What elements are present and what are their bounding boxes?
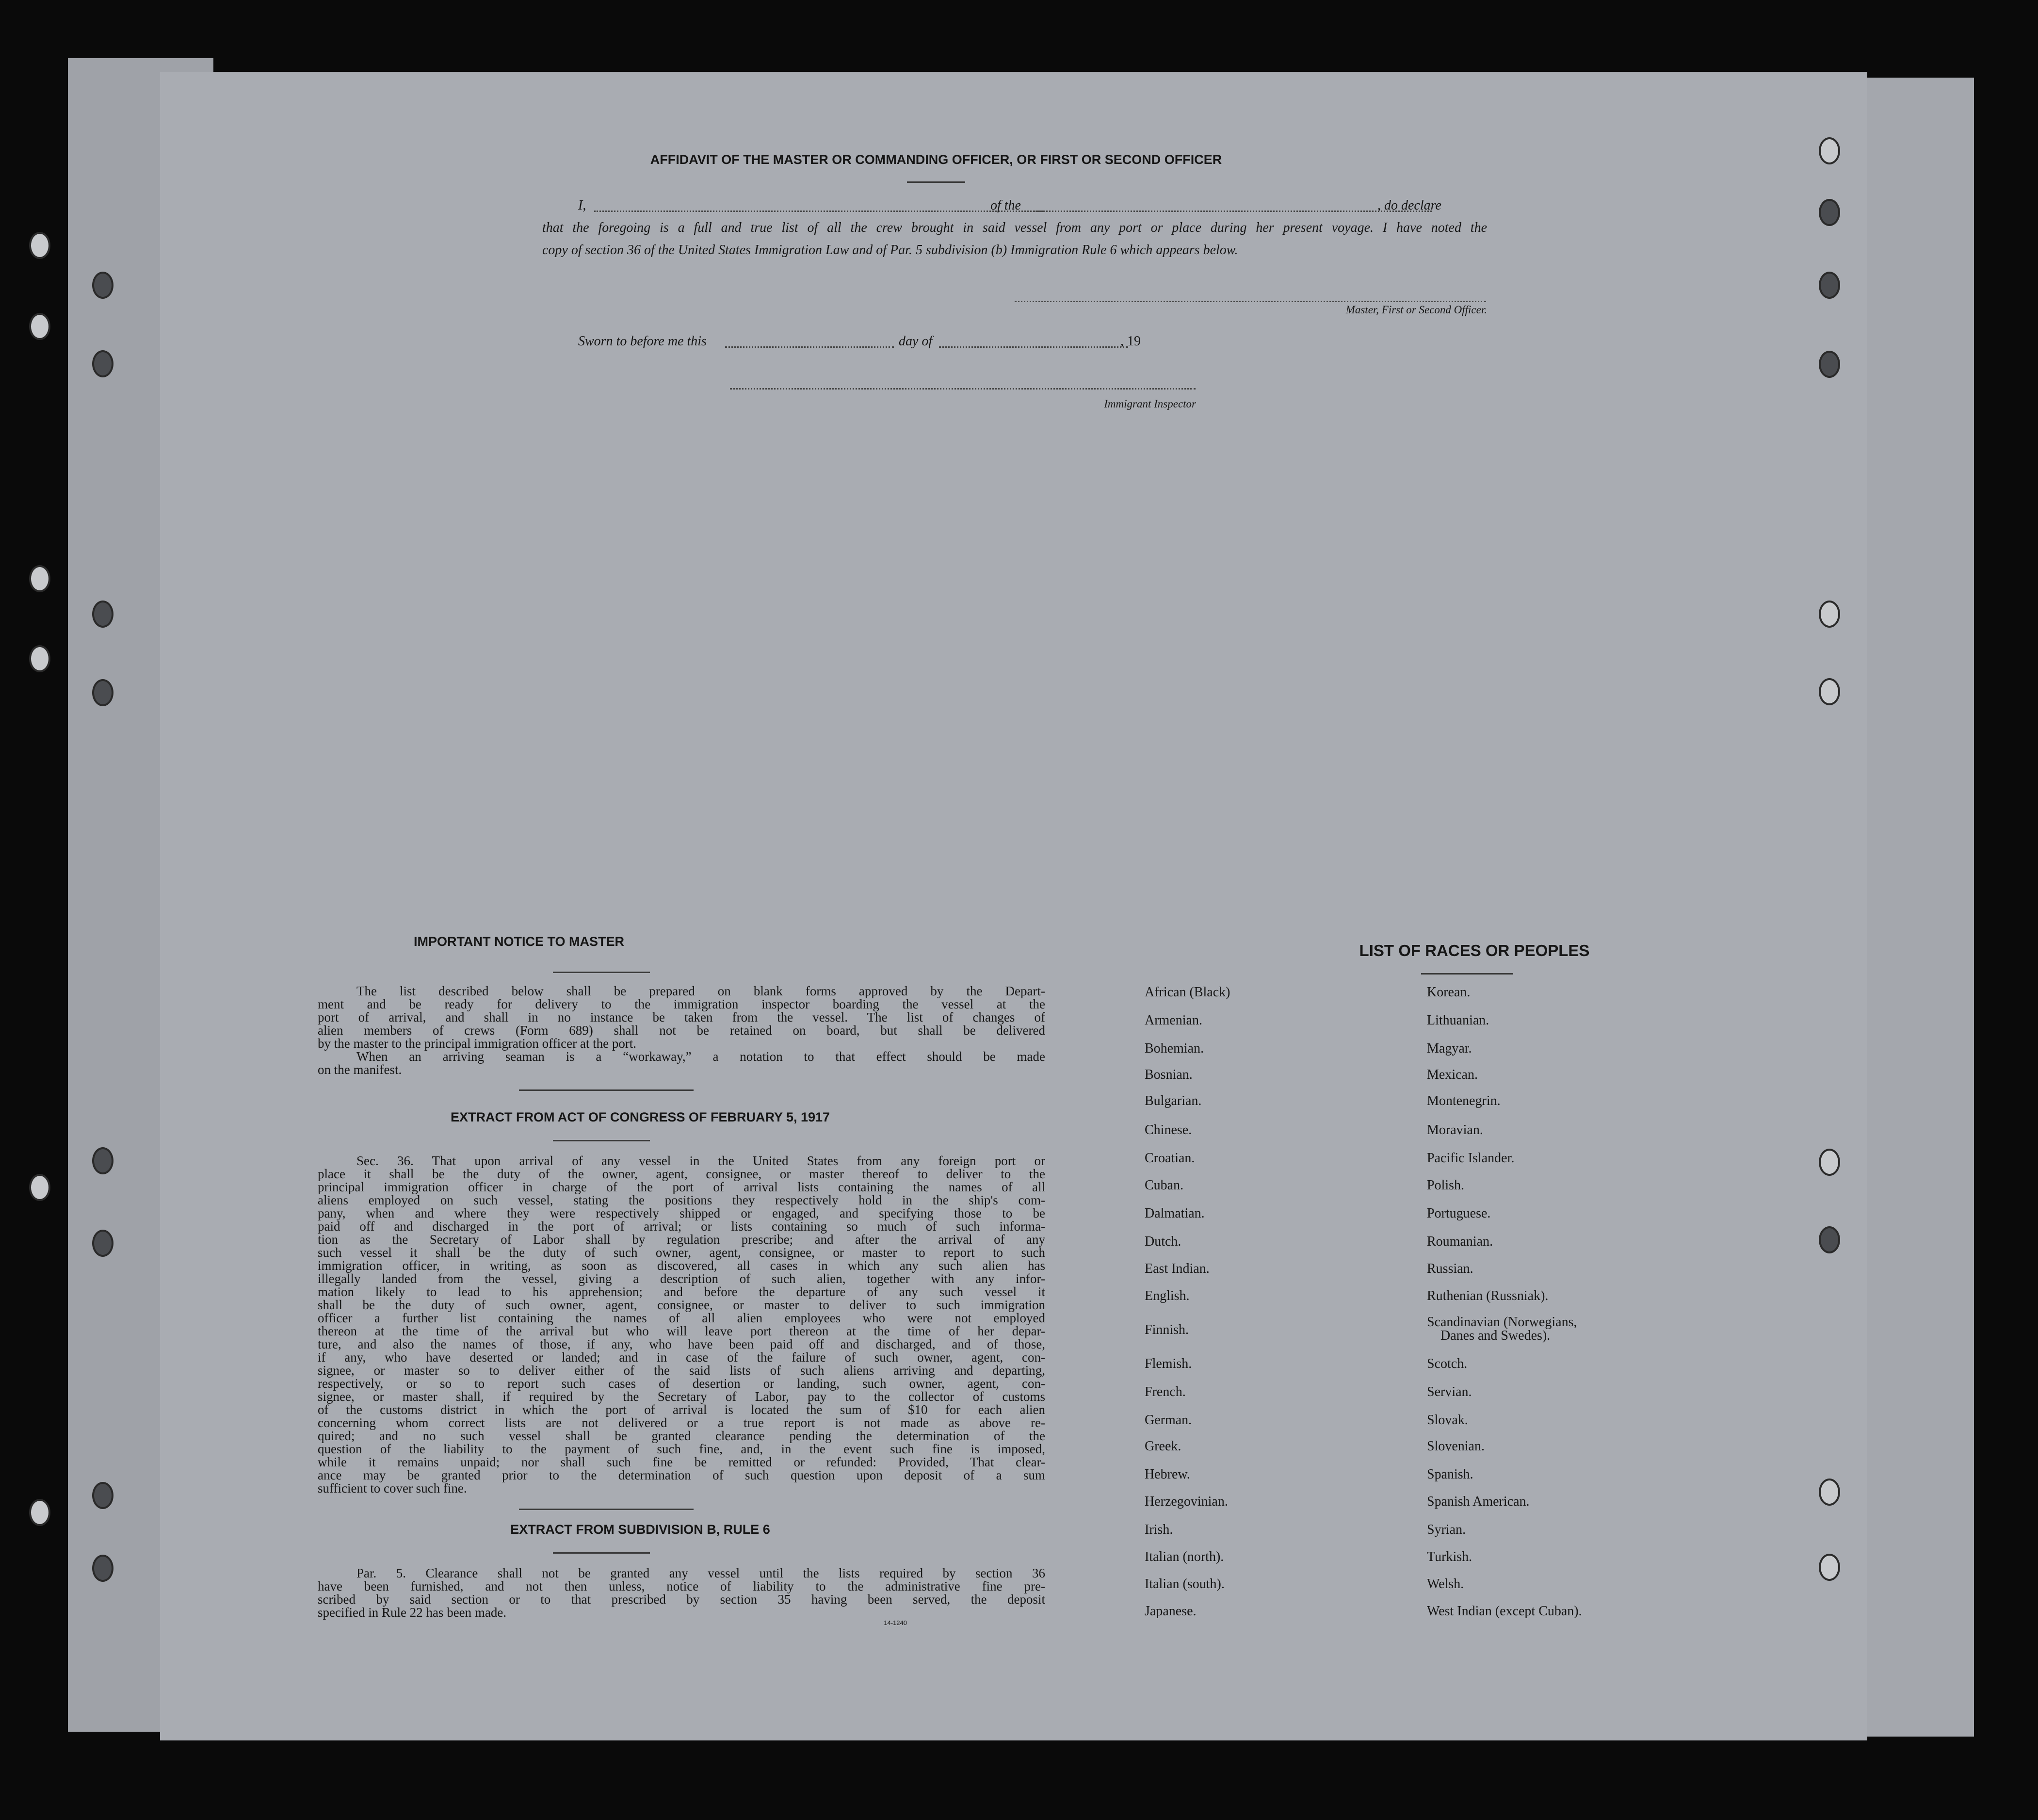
binder-hole <box>92 1482 113 1509</box>
race-item: Scandinavian (Norwegians, <box>1427 1315 1577 1330</box>
race-item: Croatian. <box>1145 1151 1195 1166</box>
race-item: Syrian. <box>1427 1522 1466 1537</box>
affidavit-title: AFFIDAVIT OF THE MASTER OR COMMANDING OFFICER, OR FIRST OR SECOND OFFICER <box>650 152 1222 167</box>
race-item: Roumanian. <box>1427 1234 1493 1249</box>
act-divider <box>553 1140 650 1141</box>
race-item: East Indian. <box>1145 1261 1210 1276</box>
act-line: officer a further list containing the names of all alien employees who were not employed <box>318 1311 1045 1325</box>
act-line: place it shall be the duty of the owner, agent, consignee, or master thereof to deliver to the <box>318 1167 1045 1181</box>
race-item: Spanish American. <box>1427 1494 1530 1509</box>
binder-hole <box>29 645 50 672</box>
binder-hole <box>1819 199 1840 226</box>
act-line: illegally landed from the vessel, giving a description of such alien, together with any infor- <box>318 1271 1045 1286</box>
race-item: West Indian (except Cuban). <box>1427 1604 1582 1619</box>
act-line: pany, when and where they were respectively shipped or engaged, and specifying those to be <box>318 1206 1045 1220</box>
race-item: Ruthenian (Russniak). <box>1427 1288 1549 1303</box>
act-line: sufficient to cover such fine. <box>318 1481 467 1495</box>
section-divider <box>519 1509 694 1510</box>
notice-paragraph-1 <box>318 985 1045 1076</box>
notice-p2-line: When an arriving seaman is a “workaway,” a notation to that effect should be made <box>356 1049 1045 1064</box>
race-item: Herzegovinian. <box>1145 1494 1228 1509</box>
binder-hole <box>1819 351 1840 378</box>
binder-hole <box>1819 1226 1840 1253</box>
sworn-year: , 19 <box>1120 334 1141 349</box>
section-divider <box>519 1089 694 1091</box>
race-item: Slovenian. <box>1427 1439 1485 1454</box>
binder-hole <box>29 1174 50 1201</box>
races-divider <box>1421 973 1513 975</box>
race-item: German. <box>1145 1413 1192 1428</box>
race-item: Servian. <box>1427 1384 1472 1399</box>
race-item: Spanish. <box>1427 1467 1473 1482</box>
notice-p1-line: ment and be ready for delivery to the immigration inspector boarding the vessel at the <box>318 997 1045 1011</box>
act-line: Sec. 36. That upon arrival of any vessel in the United States from any foreign port or <box>356 1154 1045 1168</box>
act-line: mation likely to lead to his apprehension; and before the departure of any such vessel it <box>318 1284 1045 1299</box>
binder-hole <box>92 350 113 377</box>
race-item: Italian (north). <box>1145 1549 1224 1564</box>
notice-divider <box>553 972 650 973</box>
rule-line: have been furnished, and not then unless, notice of liability to the administrative fine pre- <box>318 1579 1045 1593</box>
race-item: Flemish. <box>1145 1356 1192 1371</box>
race-item: Hebrew. <box>1145 1467 1190 1482</box>
affidavit-line1-mid: of the <box>990 198 1021 213</box>
notice-title: IMPORTANT NOTICE TO MASTER <box>414 934 624 949</box>
act-line: such vessel it shall be the duty of such owner, agent, consignee, or master to report to such <box>318 1245 1045 1260</box>
notice-p1-line: port of arrival, and shall in no instance be taken from the vessel. The list of changes of <box>318 1010 1045 1024</box>
race-item: Portuguese. <box>1427 1206 1491 1221</box>
affidavit-line2: that the foregoing is a full and true list of all the crew brought in said vessel from any port or place during her present voyage. I have noted the <box>542 220 1487 235</box>
act-line: while it remains unpaid; nor shall such fine be remitted or refunded: Provided, That clear- <box>318 1455 1045 1469</box>
act-line: of the customs district in which the port of arrival is located the sum of $10 for each alien <box>318 1402 1045 1417</box>
act-line: respectively, or so to report such cases of desertion or landing, such owner, agent, con- <box>318 1376 1045 1391</box>
race-item: Greek. <box>1145 1439 1181 1454</box>
race-item: Bulgarian. <box>1145 1093 1202 1108</box>
races-title: LIST OF RACES OR PEOPLES <box>1359 942 1590 959</box>
act-line: thereon at the time of the arrival but who will leave port thereon at the time of her depar- <box>318 1324 1045 1338</box>
sworn-line-start: Sworn to before me this <box>578 334 707 349</box>
race-item: Slovak. <box>1427 1413 1468 1428</box>
rule-extract-title: EXTRACT FROM SUBDIVISION B, RULE 6 <box>510 1522 770 1537</box>
act-line: ture, and also the names of those, if any, who have been paid off and discharged, and of those, <box>318 1337 1045 1351</box>
race-item: Welsh. <box>1427 1576 1464 1592</box>
race-item: Chinese. <box>1145 1122 1192 1138</box>
race-item: Italian (south). <box>1145 1576 1225 1592</box>
act-line: signee, or master so to deliver either of the said lists of such aliens arriving and departing, <box>318 1363 1045 1378</box>
race-item: African (Black) <box>1145 985 1230 1000</box>
rule-line: Par. 5. Clearance shall not be granted any vessel until the lists required by section 36 <box>356 1566 1045 1580</box>
sworn-line-mid: day of <box>899 334 933 349</box>
binder-hole <box>29 565 50 592</box>
act-line: quired; and no such vessel shall be granted clearance pending the determination of the <box>318 1429 1045 1443</box>
race-item: Montenegrin. <box>1427 1093 1501 1108</box>
race-item: Russian. <box>1427 1261 1473 1276</box>
race-item-continued: Danes and Swedes). <box>1440 1328 1551 1343</box>
binder-hole <box>92 1555 113 1582</box>
act-line: signee, or master shall, if required by the Secretary of Labor, pay to the collector of customs <box>318 1389 1045 1404</box>
race-item: English. <box>1145 1288 1190 1303</box>
binder-hole <box>92 1230 113 1257</box>
race-item: Japanese. <box>1145 1604 1197 1619</box>
notice-p2-line: on the manifest. <box>318 1062 402 1077</box>
race-item: Dalmatian. <box>1145 1206 1205 1221</box>
binder-hole <box>92 1147 113 1174</box>
act-extract-text <box>318 1154 1045 1495</box>
binder-hole <box>1819 272 1840 299</box>
inspector-signature-line <box>730 388 1196 390</box>
sworn-month-blank <box>939 346 1128 348</box>
act-line: ance may be granted prior to the determination of such question upon deposit of a sum <box>318 1468 1045 1482</box>
notice-p1-line: alien members of crews (Form 689) shall not be retained on board, but shall be delivered <box>318 1023 1045 1038</box>
binder-hole <box>92 601 113 628</box>
race-item: Cuban. <box>1145 1178 1184 1193</box>
notice-p1-line: The list described below shall be prepared on blank forms approved by the Depart- <box>356 984 1045 998</box>
act-line: shall be the duty of such owner, agent, consignee, or master to deliver to such immigration <box>318 1298 1045 1312</box>
binder-hole <box>1819 1479 1840 1506</box>
binder-hole <box>92 679 113 706</box>
binder-hole <box>1819 1149 1840 1176</box>
race-item: Polish. <box>1427 1178 1465 1193</box>
vessel-blank <box>1034 211 1432 212</box>
manifest-form-page <box>160 72 1867 1740</box>
binder-hole <box>1819 1554 1840 1581</box>
binder-hole <box>29 1499 50 1526</box>
race-item: French. <box>1145 1384 1186 1399</box>
act-line: concerning whom correct lists are not delivered or a true report is not made as above re- <box>318 1415 1045 1430</box>
binder-hole <box>1819 137 1840 164</box>
act-line: question of the liability to the payment of such fine, and, in the event such fine is imposed, <box>318 1442 1045 1456</box>
race-item: Scotch. <box>1427 1356 1468 1371</box>
rule-line: specified in Rule 22 has been made. <box>318 1605 507 1620</box>
master-signature-caption: Master, First or Second Officer. <box>1345 304 1487 316</box>
notice-p1-line: by the master to the principal immigration officer at the port. <box>318 1036 637 1051</box>
race-item: Turkish. <box>1427 1549 1472 1564</box>
act-line: if any, who have deserted or landed; and in case of the failure of such owner, agent, con- <box>318 1350 1045 1365</box>
sworn-day-blank <box>725 346 894 348</box>
binder-hole <box>1819 601 1840 628</box>
race-item: Moravian. <box>1427 1122 1483 1138</box>
act-line: aliens employed on such vessel, stating the positions they respectively hold in the ship's com- <box>318 1193 1045 1207</box>
rule-line: scribed by said section or to that prescribed by section 35 having been served, the deposit <box>318 1592 1045 1607</box>
binder-hole <box>1819 678 1840 705</box>
race-item: Magyar. <box>1427 1041 1472 1056</box>
act-line: paid off and discharged in the port of arrival; or lists containing so much of such informa- <box>318 1219 1045 1234</box>
race-item: Finnish. <box>1145 1322 1189 1337</box>
act-line: principal immigration officer in charge of the port of arrival lists containing the names of all <box>318 1180 1045 1194</box>
name-blank <box>594 211 1043 212</box>
race-item: Lithuanian. <box>1427 1013 1489 1028</box>
affidavit-line3: copy of section 36 of the United States Immigration Law and of Par. 5 subdivision (b) Immigration Rule 6 which appears below. <box>542 243 1238 258</box>
inspector-caption: Immigrant Inspector <box>1104 398 1196 410</box>
title-divider <box>907 181 965 183</box>
race-item: Bosnian. <box>1145 1067 1193 1082</box>
act-line: tion as the Secretary of Labor shall by regulation prescribe; and after the arrival of any <box>318 1232 1045 1247</box>
affidavit-line1-end: , do declare <box>1377 198 1441 213</box>
act-line: immigration officer, in writing, as soon as discovered, all cases in which any such alien has <box>318 1258 1045 1273</box>
race-item: Irish. <box>1145 1522 1173 1537</box>
binder-hole <box>29 313 50 340</box>
rule-divider <box>553 1552 650 1554</box>
affidavit-line1-start: I, <box>578 198 586 213</box>
binder-hole <box>29 232 50 259</box>
race-item: Dutch. <box>1145 1234 1181 1249</box>
rule-extract-text <box>318 1567 1045 1619</box>
race-item: Korean. <box>1427 985 1471 1000</box>
master-signature-line <box>1015 301 1486 302</box>
race-item: Armenian. <box>1145 1013 1202 1028</box>
underlying-page-right <box>1858 78 1974 1737</box>
act-extract-title: EXTRACT FROM ACT OF CONGRESS OF FEBRUARY 5, 1917 <box>450 1110 830 1124</box>
race-item: Mexican. <box>1427 1067 1478 1082</box>
race-item: Bohemian. <box>1145 1041 1204 1056</box>
race-item: Pacific Islander. <box>1427 1151 1515 1166</box>
binder-hole <box>92 272 113 299</box>
form-number: 14-1240 <box>884 1619 907 1626</box>
